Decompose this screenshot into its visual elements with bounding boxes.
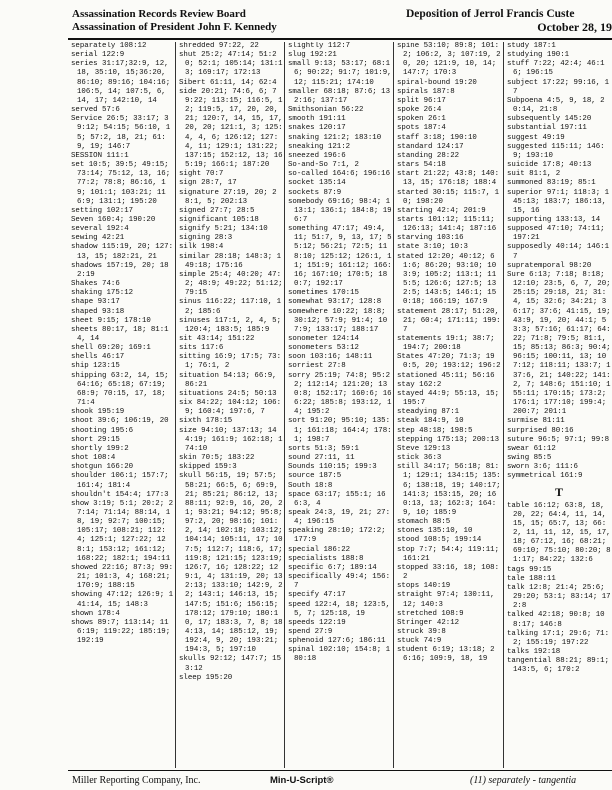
index-entry: ship 123:15 (71, 362, 120, 371)
index-entry: space 63:17; 155:1; 166:3, 4 (288, 490, 386, 508)
index-entry: spinal 102:10; 154:8; 180:18 (288, 646, 391, 664)
index-entry: suggest 49:19 (507, 133, 565, 142)
index-entry: starving 103:16 (397, 234, 464, 243)
index-entry: shape 93:17 (71, 298, 120, 307)
index-entry: sonometers 53:12 (288, 344, 359, 353)
index-entry: silk 198:4 (179, 243, 224, 252)
index-entry: substantial 197:11 (507, 124, 587, 133)
index-entry: series 31:17;32:9, 12, 18, 35:10, 15;36:20, 86:10; 89:16; 104:16; 106:5, 14; 107:5, 6, 14, 17; 142:10, 14 (71, 60, 171, 105)
index-entry: spirals 187:8 (397, 87, 455, 96)
index-entry: slightly 112:7 (288, 42, 351, 50)
index-entry: somebody 69:16; 98:4; 113:1; 136:1; 184:8; 196:7 (288, 197, 392, 224)
index-column-4 (394, 42, 504, 768)
index-entry: slug 192:21 (288, 51, 337, 60)
index-entry: side 20:21; 74:6, 6; 79:22; 113:15; 116:5, 12; 119:5, 17, 20, 20, 21; 120:7, 14, 15, 17, 20, 20; 121:1, 3; 125:4, 4, 6; 126:12; 127:4, 11; 129:1; 131:22; 137:15; 152:12, 13; 165:19; 166:1; 187:20 (179, 87, 283, 170)
index-entry: served 57:6 (71, 106, 120, 115)
index-columns (68, 42, 612, 768)
header-left (72, 8, 372, 34)
index-entry: sits 117:6 (179, 344, 224, 353)
index-entry: spine 53:10; 89:8; 101:2; 106:2, 3; 107:19, 20, 20; 121:9, 10, 14; 147:7; 170:3 (397, 42, 501, 78)
index-entry: serial 122:9 (71, 51, 125, 60)
index-entry: somewhere 10:22; 18:8; 30:12; 57:9; 91:4; 107:9; 133:17; 188:17 (288, 307, 388, 334)
index-entry: stretched 108:9 (397, 609, 464, 618)
index-entry: somewhat 93:17; 128:8 (288, 298, 382, 307)
index-entry: shooting 195:6 (71, 426, 134, 435)
index-entry: sheet 9:15; 178:10 (71, 316, 151, 325)
index-entry: straight 97:4; 130:11, 12; 140:3 (397, 591, 495, 609)
index-entry: starts 101:12; 115:11; 126:13; 141:4; 187:16 (397, 215, 497, 234)
index-entry: Stringer 42:12 (397, 618, 460, 627)
index-entry: skulls 92:12; 147:7; 153:12 (179, 655, 282, 673)
index-entry: sneezed 196:6 (288, 151, 346, 160)
index-entry: stood 108:5; 199:14 (397, 536, 482, 545)
index-entry: situations 24:5; 50:13 (179, 389, 277, 398)
index-entry: Subpoena 4:5, 9, 18, 20:14, 21:8 (507, 96, 605, 115)
index-entry: stated 12:20; 40:12; 61:6; 86:20; 93:10; 103:9; 105:2; 113:1; 115:5; 126:6; 127:5; 132:5; 143:5; 146:1; 150:18; 166:19; 167:9 (397, 252, 497, 307)
index-column-2 (176, 42, 285, 768)
index-entry: size 94:10; 137:13; 144:19; 161:9; 162:18; 174:10 (179, 426, 283, 453)
index-entry: sound 27:11, 11 (288, 454, 355, 463)
index-entry: signed 27:7; 28:5 (179, 206, 255, 215)
index-entry: sinus 116:22; 117:10, 12; 185:6 (179, 298, 282, 316)
index-entry: sonometer 124:14 (288, 335, 359, 343)
index-entry: Smithsonian 56:22 (288, 106, 364, 115)
index-entry: steadying 87:1 (397, 408, 460, 417)
index-entry: symmetrical 161:9 (507, 472, 583, 481)
index-entry: significant 105:18 (179, 215, 259, 224)
index-entry: South 18:8 (288, 481, 333, 490)
index-entry: signify 5:21; 134:10 (179, 225, 268, 234)
index-entry: show 3:19; 5:1; 20:2; 27:14; 71:14; 88:14, 18, 19; 92:7; 100:15; 105:17; 108:21; 112:4; 125:1; 127:22; 128:1; 153:12; 161:12; 168:22; 182:1; 194:11 (71, 499, 174, 563)
index-entry: sight 70:7 (179, 170, 224, 179)
index-entry: supposed 47:10; 74:11; 197:21 (507, 225, 605, 243)
index-entry: signing 28:3 (179, 234, 233, 243)
index-entry: suggested 115:11; 146:9; 193:10 (507, 142, 605, 160)
index-entry: started 30:15; 115:7, 10; 198:20 (397, 188, 500, 206)
index-entry: sworn 3:6; 111:6 (507, 463, 578, 472)
index-entry: still 34:17; 56:18; 81:1; 129:1; 134:15; 135:6; 138:18, 19; 140:17; 141:3; 153:15, 20; 160:13, 13; 162:3; 164:9, 10; 185:9 (397, 463, 501, 517)
index-entry: swing 85:5 (507, 454, 552, 463)
index-entry: set 10:5; 39:5; 49:15; 73:14; 75:12, 13, 16; 77:2; 78:8; 86:16, 19; 101:1; 103:21; 116:9; 131:1; 195:20 (71, 161, 171, 206)
index-entry: stones 135:10, 10 (397, 527, 473, 536)
index-entry: shadows 157:19, 20; 182:19 (71, 261, 169, 279)
footer-rule (68, 770, 612, 771)
index-entry: skull 56:15, 19; 57:5; 58:21; 66:5, 6; 69:9, 21; 85:21; 86:12, 13; 88:11; 92:9, 16, 20, 21; 93:21; 94:12; 95:8; 97:2, 20; 98:16; 101:2, 14; 102:18; 103:12; 104:14; 105:11, 17; 107:5; 112:7; 118:6, 17; 119:8; 121:15; 123:19; 126:7, 16; 128:22; 129:1, 4; 131:19, 20; 132:13; 133:10; 142:9, 22; 143:1; 146:13, 15; 147:5; 151:6; 156:15; 178:12; 179:10; 180:10, 17; 183:3, 7, 8; 184:13, 14; 185:12, 19; 192:4, 9, 20; 193:21; 194:3, 5; 197:10 (179, 472, 283, 655)
index-entry: Sounds 110:15; 199:3 (288, 463, 377, 472)
index-entry: stop 7:7; 54:4; 119:11; 161:21 (397, 545, 500, 563)
index-entry: situation 54:13; 66:9, 86:21 (179, 371, 277, 389)
section-letter: T (554, 484, 563, 499)
index-entry: socket 135:14 (288, 179, 346, 188)
index-entry: subsequently 145:20 (507, 115, 592, 124)
index-entry: Shakes 74:6 (71, 280, 120, 289)
index-entry: Service 26:5; 33:17; 39:12; 54:15; 56:10, 15; 57:2, 18, 21; 61:9, 19; 146:7 (71, 115, 171, 151)
index-entry: suit 81:1, 2 (507, 170, 561, 179)
index-entry: steak 184:9, 10 (397, 417, 464, 426)
index-entry: sewing 42:21 (71, 234, 125, 243)
index-entry: Steve 129:13 (397, 444, 451, 453)
index-entry: shouldn't 154:4; 177:3 (71, 490, 169, 499)
index-entry: stick 36:3 (397, 454, 442, 463)
index-entry: state 3:10; 10:3 (397, 243, 468, 252)
index-entry: something 47:17; 49:4, 11; 51:7, 9, 13, 17; 55:12; 56:21; 72:5; 118:10; 125:12; 126:1, 11; 151:9; 161:12; 166:16; 167:10; 170:5; 180:7; 192:17 (288, 225, 392, 289)
index-entry: similar 28:18; 148:3; 149:18; 175:16 (179, 252, 282, 270)
index-entry: so-called 164:6; 196:16 (288, 170, 391, 179)
index-entry: struck 39:8 (397, 628, 446, 636)
index-entry: spots 187:4 (397, 124, 446, 133)
index-entry: surprised 80:16 (507, 426, 574, 435)
header-right (402, 8, 612, 34)
index-entry: statement 28:17; 51:20, 21; 60:4; 171:11; 199:7 (397, 307, 501, 334)
index-entry: small 9:13; 53:17; 68:16; 90:22; 91:7; 101:9, 12; 115:21; 174:10 (288, 60, 392, 87)
index-entry: shaking 175:12 (71, 289, 134, 298)
index-entry: sockets 87:9 (288, 188, 342, 197)
index-entry: step 48:18; 198:5 (397, 426, 473, 435)
index-entry: special 186:22 (288, 545, 351, 554)
index-entry: starting 42:4; 201:9 (397, 206, 486, 215)
index-entry: stuck 74:9 (397, 637, 442, 646)
index-entry: stars 54:18 (397, 161, 446, 170)
index-entry: stayed 44:9; 55:13, 15; 195:7 (397, 389, 500, 408)
index-column-5 (504, 42, 612, 768)
index-entry: signature 27:19, 20; 28:1, 5; 202:13 (179, 188, 277, 206)
index-entry: shadow 115:19, 20; 127:13, 15; 182:21, 21 (71, 243, 174, 261)
index-entry: setting 102:17 (71, 206, 134, 215)
index-entry: Sibert 61:11, 14; 62:4 (179, 78, 277, 87)
index-entry: sheets 80:17, 18; 81:14, 14 (71, 325, 169, 343)
index-entry: suicide 17:8; 40:13 (507, 161, 592, 170)
index-entry: Sure 6:13; 7:18; 8:18; 12:10; 23:5, 6, 7, 20; 25:15; 29:18, 21; 31:4, 15; 32:6; 34:21; 36:17; 37:6; 41:15, 19; 43:9, 19, 20; 44:1; 53:3; 57:16; 61:17; 64:22; 71:8; 79:5; 81:1, 15; 85:13; 86:3; 90:4; 96:15; 100:11, 13; 107:12; 118:11; 133:7; 137:6, 21; 140:22; 141:2, 7; 148:6; 151:10; 155:11; 170:15; 173:2; 176:1; 177:10; 199:4; 200:7; 201:1 (507, 270, 611, 417)
index-entry: sixth 178:15 (179, 417, 233, 426)
index-entry: shotgun 166:20 (71, 463, 134, 472)
index-entry: stuff 7:22; 42:4; 46:16; 196:15 (507, 60, 605, 78)
index-entry: subject 17:22; 99:16, 17 (507, 78, 610, 96)
header-rule (68, 38, 612, 40)
index-entry: shaped 93:18 (71, 307, 125, 316)
index-entry: supratemporal 98:20 (507, 261, 592, 270)
index-entry: smaller 68:18; 87:6; 132:16; 137:17 (288, 87, 391, 105)
index-entry: sort 91:20; 95:10; 135:1; 161:18; 164:4; 178:1; 198:7 (288, 417, 392, 444)
index-entry: sit 43:14; 151:22 (179, 335, 255, 343)
index-entry: sinuses 117:1, 2, 4, 5; 120:4; 183:5; 185:9 (179, 316, 282, 334)
index-entry: stay 162:2 (397, 380, 442, 389)
index-entry: talk 12:8; 21:4; 25:6; 29:20; 53:1; 83:14; 172:8 (507, 583, 611, 611)
brand-logo: Min-U-Script® (270, 775, 334, 786)
index-entry: specialists 188:8 (288, 554, 364, 563)
index-entry: speeds 122:19 (288, 618, 346, 627)
index-entry: specifically 49:4; 156:7 (288, 573, 391, 591)
index-entry: source 187:5 (288, 472, 342, 481)
index-entry: shot 108:4 (71, 454, 116, 463)
index-entry: shook 195:19 (71, 408, 125, 417)
publisher: Miller Reporting Company, Inc. (72, 775, 201, 786)
index-entry: snakes 120:17 (288, 124, 346, 133)
index-entry: surmise 81:11 (507, 417, 565, 426)
index-entry: separately 108:12 (71, 42, 147, 50)
index-entry: sphenoid 127:6; 186:11 (288, 637, 386, 646)
index-entry: States 47:20; 71:3; 190:5, 20; 193:12; 196:2 (397, 353, 501, 371)
index-entry: suture 96:5; 97:1; 99:8 (507, 435, 610, 444)
index-entry: shell 69:20; 169:1 (71, 344, 151, 353)
index-entry: spoken 26:1 (397, 115, 446, 124)
index-entry: tags 99:15 (507, 565, 552, 574)
index-entry: statements 19:1; 38:7; 194:7; 200:18 (397, 335, 495, 353)
index-entry: sorts 51:3; 59:1 (288, 444, 359, 453)
index-entry: superior 97:1; 118:3; 145:13; 183:7; 186:13, 15, 16 (507, 188, 610, 215)
index-entry: sitting 16:9; 17:5; 73:1; 76:1, 2 (179, 353, 282, 371)
index-entry: shredded 97:22, 22 (179, 42, 259, 50)
index-entry: staff 3:18; 190:10 (397, 133, 477, 142)
index-entry: shipping 63:2, 14, 15; 64:16; 65:18; 67:19; 68:9; 70:15, 17, 18; 71:4 (71, 371, 169, 408)
deposition-date: October 28, 19 (537, 20, 612, 34)
index-column-1 (68, 42, 176, 768)
index-entry: specify 47:17 (288, 591, 346, 600)
index-entry: soon 103:16; 148:11 (288, 353, 373, 362)
index-entry: snaking 121:2; 183:10 (288, 133, 382, 142)
page-reference: (11) separately - tangentia (470, 775, 577, 786)
index-entry: tangential 88:21; 89:1; 143:5, 6; 170:2 (507, 657, 610, 675)
index-entry: stationed 45:11; 56:16 (397, 371, 495, 380)
index-entry: talks 192:18 (507, 648, 561, 656)
index-column-3 (285, 42, 394, 768)
index-entry: speaking 28:10; 172:2; 177:9 (288, 527, 386, 545)
index-entry: tale 188:11 (507, 574, 556, 583)
index-entry: speed 122:4, 18; 123:5, 5, 7; 125:18, 19 (288, 600, 391, 618)
index-entry: showing 47:12; 126:9; 141:14, 15; 148:3 (71, 591, 174, 609)
index-entry: sorriest 27:8 (288, 362, 346, 371)
index-entry: shells 46:17 (71, 353, 125, 362)
index-entry: speak 24:3, 19, 21; 27:4; 196:15 (288, 508, 391, 527)
index-entry: shoulder 106:1; 157:7; 161:4; 181:4 (71, 472, 169, 490)
index-entry: standing 28:22 (397, 151, 460, 160)
deposition-title: Deposition of Jerrol Francis Custe (406, 8, 575, 20)
index-entry: start 21:22; 43:8; 140:13, 15; 176:18; 188:4 (397, 170, 500, 188)
index-entry: sign 28:7, 17 (179, 179, 237, 188)
index-entry: study 187:1 (507, 42, 556, 50)
index-entry: studying 190:1 (507, 51, 570, 60)
index-entry: several 192:4 (71, 225, 129, 234)
index-entry: shown 178:4 (71, 609, 120, 618)
index-entry: stops 140:19 (397, 582, 451, 591)
subject-title: Assassination of President John F. Kennedy (72, 21, 277, 33)
index-entry: standard 124:17 (397, 142, 464, 151)
index-entry: short 29:15 (71, 435, 120, 444)
index-entry: Seven 160:4; 190:20 (71, 215, 156, 224)
index-entry: spoke 26:4 (397, 106, 442, 115)
index-entry: supposedly 40:14; 146:17 (507, 243, 610, 261)
index-entry: sometimes 170:15 (288, 289, 359, 298)
index-entry: talked 42:18; 90:8; 108:17; 146:8 (507, 611, 605, 629)
index-entry: student 6:19; 13:18; 26:16; 109:9, 18, 19 (397, 646, 495, 664)
index-entry: split 96:17 (397, 96, 446, 105)
index-entry: shows 89:7; 113:14; 116:19; 119:22; 185:19; 192:19 (71, 618, 171, 646)
index-entry: spiral-bound 19:20 (397, 78, 477, 87)
index-entry: showed 22:16; 87:3; 99:21; 101:3, 4; 168:21; 170:9; 188:15 (71, 563, 174, 591)
index-entry: So-and-So 7:1, 2 (288, 161, 359, 170)
index-entry: stomach 88:5 (397, 518, 451, 527)
index-entry: supporting 133:13, 14 (507, 215, 601, 224)
index-entry: skin 70:5; 183:22 (179, 454, 255, 463)
index-entry: sneaking 121:2 (288, 142, 351, 151)
index-entry: stopped 33:16, 18; 108:2 (397, 563, 500, 582)
board-title: Assassination Records Review Board (72, 8, 246, 20)
index-entry: stepping 175:13; 200:13 (397, 435, 500, 444)
index-entry: talking 17:1; 29:6; 71:2; 155:19; 197:22 (507, 629, 610, 647)
index-entry: six 84:22; 104:12; 106:9; 160:4; 197:6, 7 (179, 399, 282, 417)
index-entry: smooth 191:11 (288, 115, 346, 124)
index-entry: SESSION 111:1 (71, 151, 129, 160)
index-entry: sleep 195:20 (179, 673, 233, 682)
index-entry: simple 25:4; 40:20; 47:2; 48:9; 49:22; 51:12; 79:15 (179, 270, 283, 298)
index-entry: summoned 83:19; 85:1 (507, 179, 596, 188)
index-entry: shortly 199:2 (71, 444, 129, 453)
index-entry: spend 27:9 (288, 628, 333, 636)
index-entry: shoot 39:6; 106:19, 20 (71, 417, 169, 426)
index-entry: skipped 159:3 (179, 463, 237, 472)
index-entry: sorry 25:19; 74:8; 95:22; 112:14; 121:20; 130:8; 152:17; 160:6; 166:22; 185:8; 193:12, 14; 195:2 (288, 371, 392, 417)
index-entry: table 16:12; 63:8, 18, 20, 22; 64:4, 11, 14, 15, 15; 65:7, 13; 66:2, 11, 11, 12, 15, 17, 18; 67:12, 16; 68:21; 69:10; 75:10; 80:20; 81:17; 84:22; 132:6 (507, 501, 611, 565)
index-entry: specific 6:7; 189:14 (288, 563, 377, 572)
index-entry: swear 61:12 (507, 444, 556, 453)
index-entry: shut 25:2; 47:14; 51:20; 52:1; 105:14; 131:13; 169:17; 172:13 (179, 51, 283, 78)
